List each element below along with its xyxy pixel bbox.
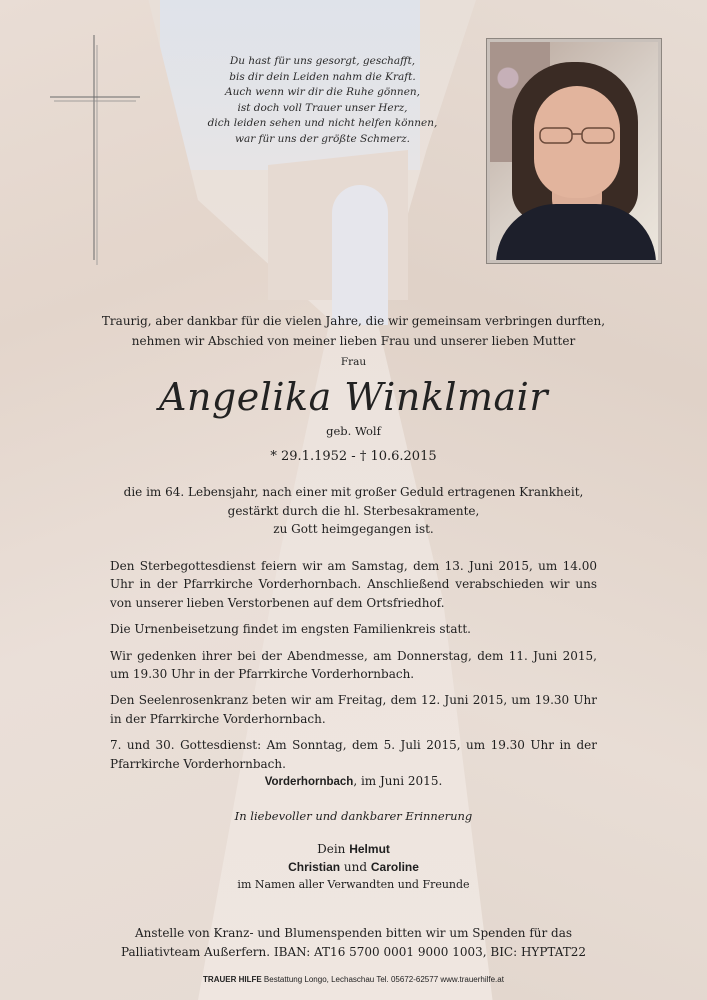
poem <box>190 54 455 148</box>
signature <box>0 840 707 894</box>
service-details <box>110 557 597 781</box>
poem-line: ist doch voll Trauer unser Herz, <box>237 101 408 114</box>
place-date <box>0 774 707 788</box>
donation-line: Palliativteam Außerfern. IBAN: AT16 5700 0001 9000 1003, BIC: HYPTAT22 <box>120 945 587 959</box>
sig-husband: Helmut <box>349 842 390 856</box>
place-date-text: , im Juni 2015. <box>353 774 443 788</box>
paragraph: Den Sterbegottesdienst feiern wir am Samstag, dem 13. Juni 2015, um 14.00 Uhr in der Pfarrkirche Vorderhornbach. Anschließend verabschieden wir uns von unserer lieben Verstorbenen auf dem Ortsfriedhof. <box>110 559 597 610</box>
footer-contact: Bestattung Longo, Lechaschau Tel. 05672-62577 www.trauerhilfe.at <box>261 975 504 984</box>
poem-line: Du hast für uns gesorgt, geschafft, <box>229 55 416 67</box>
place-name: Vorderhornbach <box>264 776 354 788</box>
sig-child2: Caroline <box>370 860 419 874</box>
donation-line: Anstelle von Kranz- und Blumenspenden bitten wir um Spenden für das <box>134 926 573 940</box>
poem-line: Auch wenn wir dir die Ruhe gönnen, <box>224 86 421 99</box>
cross-icon <box>50 35 140 265</box>
portrait-photo <box>486 38 662 264</box>
paragraph: Den Seelenrosenkranz beten wir am Freitag, dem 12. Juni 2015, um 19.30 Uhr in der Pfarrkirche Vorderhornbach. <box>110 693 597 726</box>
passing-line: die im 64. Lebensjahr, nach einer mit großer Geduld ertragenen Krankheit, <box>123 485 584 499</box>
memory-line: In liebevoller und dankbarer Erinnerung <box>234 809 473 823</box>
arch-opening <box>332 185 388 325</box>
passing-line: gestärkt durch die hl. Sterbesakramente, <box>227 503 480 518</box>
paragraph: 7. und 30. Gottesdienst: Am Sonntag, dem 5. Juli 2015, um 19.30 Uhr in der Pfarrkirche Vorderhornbach. <box>110 738 597 771</box>
donation-request <box>0 924 707 962</box>
poem-line: bis dir dein Leiden nahm die Kraft. <box>229 70 416 83</box>
footer-brand: TRAUER HILFE <box>203 975 262 984</box>
salutation: Frau <box>340 356 367 368</box>
poem-line: war für uns der größte Schmerz. <box>235 132 410 145</box>
deceased-name: Angelika Winklmair <box>159 375 548 419</box>
passing-line: zu Gott heimgegangen ist. <box>273 522 434 536</box>
footer <box>0 975 707 984</box>
paragraph: Wir gedenken ihrer bei der Abendmesse, am Donnerstag, dem 11. Juni 2015, um 19.30 Uhr in der Pfarrkirche Vorderhornbach. <box>110 648 597 682</box>
paragraph: Die Urnenbeisetzung findet im engsten Familienkreis statt. <box>110 622 471 637</box>
sig-relatives: im Namen aller Verwandten und Freunde <box>237 878 470 891</box>
intro-line: Traurig, aber dankbar für die vielen Jahre, die wir gemeinsam verbringen durften, <box>101 314 606 328</box>
sig-und: und <box>343 860 368 874</box>
life-dates: * 29.1.1952 - † 10.6.2015 <box>270 449 437 464</box>
sig-child1: Christian <box>288 860 341 874</box>
intro-text <box>0 311 707 351</box>
poem-line: dich leiden sehen und nicht helfen können, <box>207 117 438 130</box>
maiden-name: geb. Wolf <box>326 424 381 438</box>
passing-text <box>0 483 707 539</box>
sig-dein: Dein <box>317 842 346 856</box>
intro-line: nehmen wir Abschied von meiner lieben Frau und unserer lieben Mutter <box>131 334 576 348</box>
